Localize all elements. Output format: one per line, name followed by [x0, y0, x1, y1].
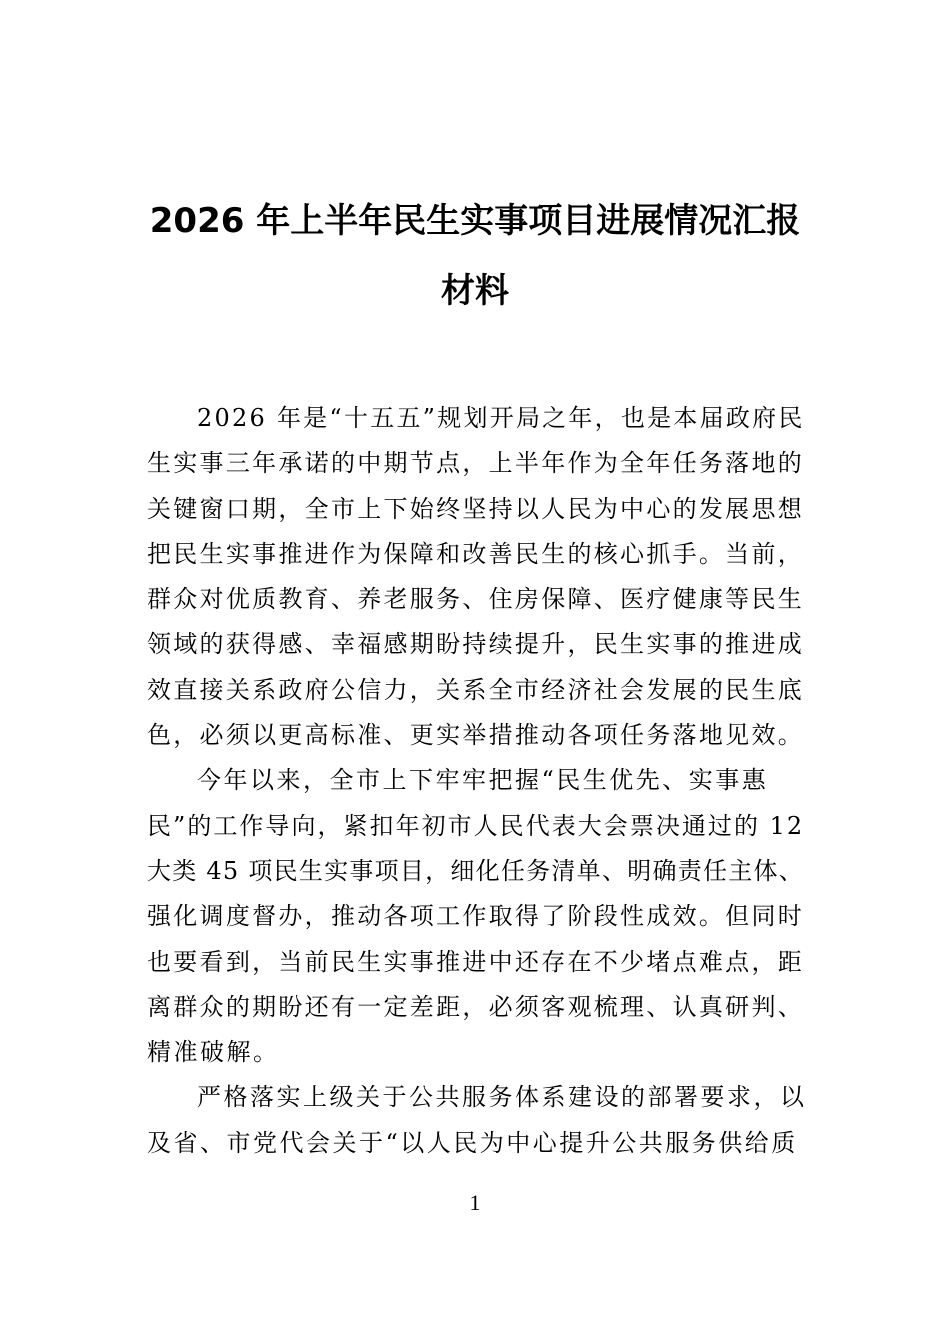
document-title	[140, 186, 810, 326]
text-line: 领域的获得感、幸福感期盼持续提升，民生实事的推进成	[147, 630, 804, 659]
text-line: 大类 45 项民生实事项目，细化任务清单、明确责任主体、	[147, 856, 804, 885]
title-line: 材料	[441, 271, 509, 311]
text-line: 关键窗口期，全市上下始终坚持以人民为中心的发展思想	[147, 494, 804, 523]
text-line: 把民生实事推进作为保障和改善民生的核心抓手。当前，	[147, 539, 804, 568]
text-line: 精准破解。	[147, 1038, 280, 1067]
text-line: 也要看到，当前民生实事推进中还存在不少堵点难点，距	[147, 947, 804, 976]
title-line: 2026 年上半年民生实事项目进展情况汇报	[149, 201, 801, 241]
text-line: 群众对优质教育、养老服务、住房保障、医疗健康等民生	[147, 585, 804, 614]
paragraph	[147, 1075, 807, 1166]
page-number: 1	[469, 1190, 481, 1215]
text-line: 严格落实上级关于公共服务体系建设的部署要求，以	[197, 1083, 807, 1112]
text-line: 及省、市党代会关于“以人民为中心提升公共服务供给质	[147, 1128, 798, 1157]
text-line: 民”的工作导向，紧扣年初市人民代表大会票决通过的 12	[147, 811, 805, 840]
text-line: 色，必须以更高标准、更实举措推动各项任务落地见效。	[147, 721, 804, 750]
text-line: 今年以来，全市上下牢牢把握“民生优先、实事惠	[197, 766, 769, 795]
text-line: 生实事三年承诺的中期节点，上半年作为全年任务落地的	[147, 449, 804, 478]
text-line: 2026 年是“十五五”规划开局之年，也是本届政府民	[197, 404, 805, 432]
text-line: 离群众的期盼还有一定差距，必须客观梳理、认真研判、	[147, 992, 804, 1021]
paragraph	[147, 396, 807, 758]
paragraph	[147, 758, 807, 1075]
text-line: 强化调度督办，推动各项工作取得了阶段性成效。但同时	[147, 902, 804, 931]
document-body	[147, 396, 807, 1166]
text-line: 效直接关系政府公信力，关系全市经济社会发展的民生底	[147, 675, 804, 704]
